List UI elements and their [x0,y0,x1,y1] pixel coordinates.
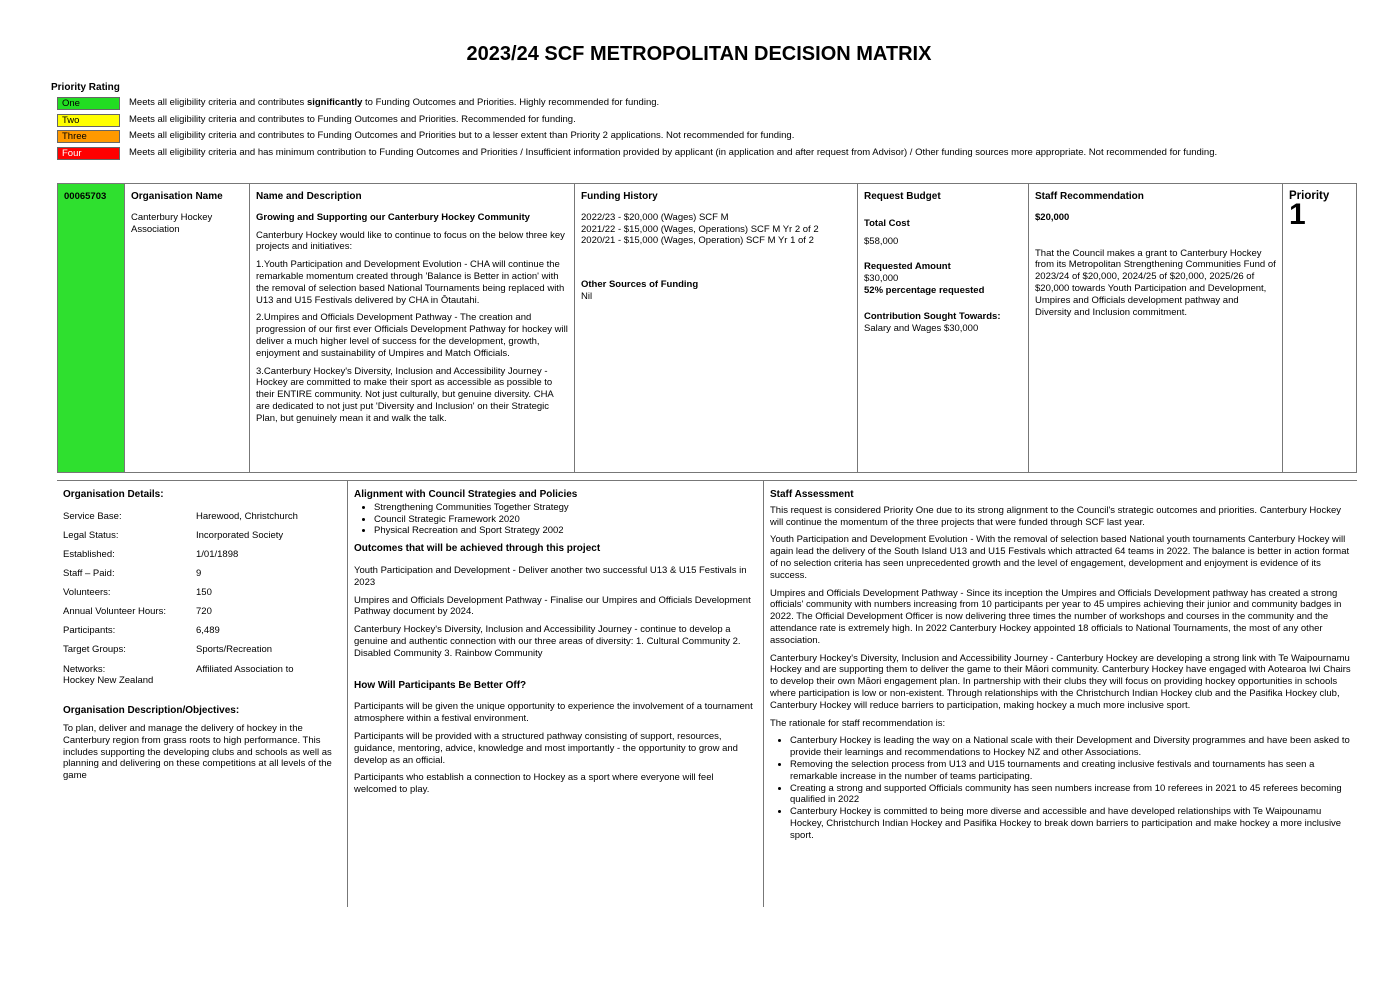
legend-text-two: Meets all eligibility criteria and contributes to Funding Outcomes and Priorities. Recommended for funding. [129,113,576,125]
alignment-list [354,502,757,537]
rationale-item: • Canterbury Hockey is leading the way on a National scale with their Development and Diversity programmes and have been asked to provide their learnings and recommendations to Hockey NZ and other Associations. [790,735,1351,759]
assessment-para: Canterbury Hockey's Diversity, Inclusion and Accessibility Journey - Canterbury Hockey are developing a strong link with Te Waipournamu Hockey and are supporting them to deliver the game to their Māori community. Canterbury Hockey have engaged with Aotearoa Iwi Chairs to develop their own Māori engagement plan. In partnership with their clubs they will focus on providing hockey opportunities in schools where participation is low or non-existent. Through relationships with the Christchurch Indian Hockey club and the Pasifika Hockey club, Canterbury Hockey will reduce barriers to participation, making hockey a much more inclusive sport. [770,652,1351,711]
legend-swatch-three: Three [57,130,120,143]
better-off-header: How Will Participants Be Better Off? [354,679,527,691]
legend-row-three [57,130,1315,143]
better-off-item: Participants who establish a connection to Hockey as a sport where everyone will feel welcomed to play. [354,772,714,796]
rationale-item: • Removing the selection process from U13 and U15 tournaments and creating inclusive festivals and tournaments has seen a remarkable increase in the number of teams participating. [790,759,1351,783]
legend-swatch-one: One [57,97,120,110]
organisation-details-column [57,481,348,907]
name-description-column [250,184,575,472]
outcome-item: Youth Participation and Development - Deliver another two successful U13 & U15 Festivals in 2023 [354,564,747,588]
funding-history-column [575,184,858,472]
networks-continued: Hockey New Zealand [63,675,154,687]
detail-row: Networks: Affiliated Association to [63,663,294,675]
page-title: 2023/24 SCF METROPOLITAN DECISION MATRIX [466,43,932,65]
requested-amount-label: Requested Amount [864,261,951,273]
org-name-header: Organisation Name [131,191,223,202]
org-name: Canterbury Hockey Association [131,211,213,235]
contribution-label: Contribution Sought Towards: [864,310,1001,322]
detail-row: Staff – Paid: 9 [63,568,202,580]
legend-swatch-two: Two [57,114,120,127]
project-title: Growing and Supporting our Canterbury Hockey Community [256,211,530,223]
assessment-para: Umpires and Officials Development Pathway - Since its inception the Umpires and Officials Development pathway has created a strong officials' community with numbers increasing from 10 participants per year to 45 umpires achieving their junior and community badges in 2022. The Official Development Officer is now delivering three times the number of workshops and courses in the community and the attendance rate is extremely high. In 2022 Canterbury Hockey appointed 18 officials to National Tournaments, the most of any other association. [770,587,1342,646]
assessment-para: This request is considered Priority One due to its strong alignment to the Council's strategic outcomes and priorities. Canterbury Hockey will continue the momentum of the three projects that were funded through SCF last year. [770,504,1342,528]
staff-recommendation-header: Staff Recommendation [1035,191,1144,202]
alignment-item: • Strengthening Communities Together Strategy [374,502,757,514]
alignment-item: • Physical Recreation and Sport Strategy 2002 [374,525,757,537]
legend-text-one: Meets all eligibility criteria and contributes significantly to Funding Outcomes and Priorities. Highly recommended for funding. [129,97,660,108]
name-description-header: Name and Description [256,191,362,202]
rationale-item: • Creating a strong and supported Officials community has seen numbers increase from 10 referees in 2021 to 45 referees becoming qualified in 2022 [790,783,1351,807]
org-description-header: Organisation Description/Objectives: [63,705,240,717]
detail-row: Annual Volunteer Hours: 720 [63,606,212,618]
staff-recommendation-column [1029,184,1283,472]
requested-amount-value: $30,000 [864,273,899,285]
total-cost-label: Total Cost [864,217,910,229]
description-para: 2.Umpires and Officials Development Pathway - The creation and progression of our first ever Officials Development Pathway for hockey will deliver a much higher level of success for the development, growth, enjoyment and sustainability of Umpires and Match Officials. [256,312,568,359]
request-budget-header: Request Budget [864,191,941,202]
better-off-item: Participants will be given the unique opportunity to experience the involvement of a tournament atmosphere within a festival environment. [354,701,753,725]
percentage-requested: 52% percentage requested [864,284,985,296]
detail-row: Target Groups: Sports/Recreation [63,644,273,656]
description-para: Canterbury Hockey would like to continue to focus on the below three key projects and initiatives: [256,229,565,253]
other-sources-value: Nil [581,290,593,302]
detail-row: Participants: 6,489 [63,625,220,637]
priority-column [1283,184,1356,472]
outcome-item: Canterbury Hockey's Diversity, Inclusion and Accessibility Journey - continue to develop a genuine and authentic connection with our three areas of diversity: 1. Cultural Community 2. Disabled Community 3. Rainbow Community [354,624,741,659]
legend-text-three: Meets all eligibility criteria and contributes to Funding Outcomes and Priorities but to a lesser extent than Priority 2 applications. Not recommended for funding. [129,130,795,141]
outcomes-header: Outcomes that will be achieved through this project [354,543,601,555]
contribution-value: Salary and Wages $30,000 [864,322,979,334]
alignment-item: • Council Strategic Framework 2020 [374,514,757,526]
organisation-column [125,184,250,472]
detail-row: Volunteers: 150 [63,587,212,599]
legend-row-four [57,147,1315,160]
rationale-item: • Canterbury Hockey is committed to being more diverse and accessible and have developed relationships with Te Waipounamu Hockey, Christchurch Indian Hockey and Pasifika Hockey to break down barriers to participation and make hockey a more inclusive sport. [790,806,1351,841]
request-budget-column [858,184,1029,472]
legend-row-one [57,97,1315,110]
priority-legend [57,97,1315,163]
staff-assessment-header: Staff Assessment [770,489,854,500]
decision-matrix-row [57,183,1357,473]
detail-row: Service Base: Harewood, Christchurch [63,510,298,522]
detail-row: Established: 1/01/1898 [63,548,239,560]
alignment-column [348,481,764,907]
funding-history-item: 2022/23 - $20,000 (Wages) SCF M [581,211,729,223]
better-off-item: Participants will be provided with a structured pathway consisting of support, resources, guidance, mentoring, advice, knowledge and most importantly - the opportunity to grow and develop as an official. [354,730,738,766]
rationale-list [770,735,1351,841]
funding-history-item: 2020/21 - $15,000 (Wages, Operation) SCF M Yr 1 of 2 [581,235,814,247]
funding-history-item: 2021/22 - $15,000 (Wages, Operations) SCF M Yr 2 of 2 [581,223,819,235]
staff-assessment-column [764,481,1357,907]
assessment-para: The rationale for staff recommendation is: [770,717,946,729]
application-id: 00065703 [58,184,125,472]
other-sources-label: Other Sources of Funding [581,279,699,291]
priority-header: Priority [1289,190,1330,202]
description-para: 1.Youth Participation and Development Evolution - CHA will continue the remarkable momentum created through 'Balance is Better in action' with the removal of selection based National Tournaments being replaced with U13 and U15 Festivals delivered by CHA in Ōtautahi. [256,259,565,306]
org-details-header: Organisation Details: [63,489,164,500]
org-description-text: To plan, deliver and manage the delivery of hockey in the Canterbury region from grass roots to high performance. This includes supporting the developing clubs and schools as well as planning and delivering on these competitions at all levels of the game [63,722,332,782]
priority-value: 1 [1289,197,1306,231]
staff-recommendation-text: That the Council makes a grant to Canterbury Hockey from its Metropolitan Strengthening Communities Fund of 2023/24 of $20,000, 2024/25 of $20,000, 2025/26 of $20,000 towards Youth Participation and Development, Umpires and Officials development pathway and Diversity and Inclusion commitment. [1035,247,1276,318]
priority-rating-label: Priority Rating [51,82,120,93]
legend-swatch-four: Four [57,147,120,160]
outcome-item: Umpires and Officials Development Pathway - Finalise our Umpires and Officials Development Pathway document by 2024. [354,594,751,618]
assessment-para: Youth Participation and Development Evolution - With the removal of selection based National youth tournaments Canterbury Hockey will again lead the delivery of the South Island U13 and U15 Festivals which attracted 64 teams in 2022. The balance is better in action format of no selection criteria has seen unprecedented growth and the level of engagement, development and enjoyment is evidence of its success. [770,534,1350,581]
detail-row: Legal Status: Incorporated Society [63,529,284,541]
alignment-header: Alignment with Council Strategies and Policies [354,489,578,500]
legend-text-four: Meets all eligibility criteria and has minimum contribution to Funding Outcomes and Priorities / Insufficient information provided by applicant (in application and after request from Advisor) / Other funding sources more appropriate. Not recommended for funding. [129,146,1218,158]
funding-history-header: Funding History [581,191,658,202]
legend-row-two [57,114,1315,127]
total-cost-value: $58,000 [864,235,899,247]
detail-section [57,480,1357,907]
description-para: 3.Canterbury Hockey's Diversity, Inclusion and Accessibility Journey - Hockey are committed to make their sport as accessible as possible to their ENTIRE community. Not just culturally, but genuine diversity. CHA are dedicated to not just put 'Diversity and Inclusion' on their Strategic Plan, but genuinely mean it and walk the talk. [256,365,554,424]
staff-recommended-amount: $20,000 [1035,211,1070,223]
